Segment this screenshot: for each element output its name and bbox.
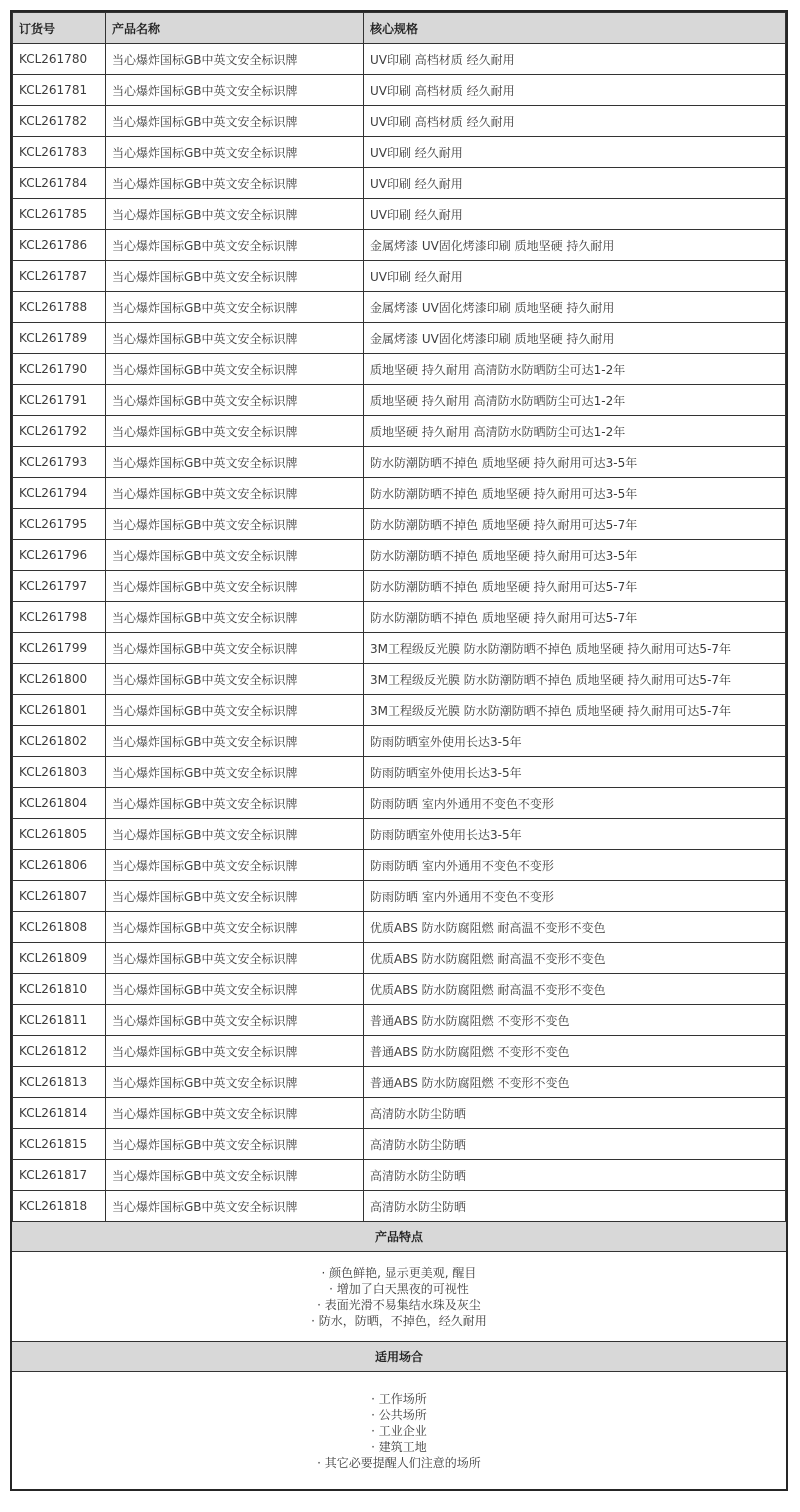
core-spec-cell: 优质ABS 防水防腐阻燃 耐高温不变形不变色 (364, 943, 786, 974)
order-no-cell: KCL261785 (13, 199, 106, 230)
order-no-cell: KCL261799 (13, 633, 106, 664)
core-spec-cell: 防水防潮防晒不掉色 质地坚硬 持久耐用可达5-7年 (364, 509, 786, 540)
order-no-cell: KCL261783 (13, 137, 106, 168)
core-spec-cell: 防雨防晒 室内外通用不变色不变形 (364, 850, 786, 881)
product-name-cell: 当心爆炸国标GB中英文安全标识牌 (106, 943, 364, 974)
core-spec-cell: 防雨防晒 室内外通用不变色不变形 (364, 881, 786, 912)
core-spec-cell: 防水防潮防晒不掉色 质地坚硬 持久耐用可达3-5年 (364, 447, 786, 478)
product-name-cell: 当心爆炸国标GB中英文安全标识牌 (106, 602, 364, 633)
core-spec-cell: 金属烤漆 UV固化烤漆印刷 质地坚硬 持久耐用 (364, 230, 786, 261)
core-spec-cell: 普通ABS 防水防腐阻燃 不变形不变色 (364, 1005, 786, 1036)
product-name-cell: 当心爆炸国标GB中英文安全标识牌 (106, 664, 364, 695)
table-row (13, 757, 786, 788)
product-name-cell: 当心爆炸国标GB中英文安全标识牌 (106, 509, 364, 540)
order-no-cell: KCL261782 (13, 106, 106, 137)
features-section-header (12, 1222, 786, 1252)
product-name-cell: 当心爆炸国标GB中英文安全标识牌 (106, 261, 364, 292)
product-name-cell: 当心爆炸国标GB中英文安全标识牌 (106, 75, 364, 106)
table-header-row (13, 13, 786, 44)
product-name-cell: 当心爆炸国标GB中英文安全标识牌 (106, 1191, 364, 1222)
product-name-cell: 当心爆炸国标GB中英文安全标识牌 (106, 44, 364, 75)
product-name-cell: 当心爆炸国标GB中英文安全标识牌 (106, 726, 364, 757)
product-name-cell: 当心爆炸国标GB中英文安全标识牌 (106, 447, 364, 478)
order-no-cell: KCL261811 (13, 1005, 106, 1036)
table-row (13, 602, 786, 633)
core-spec-cell: 优质ABS 防水防腐阻燃 耐高温不变形不变色 (364, 912, 786, 943)
order-no-cell: KCL261807 (13, 881, 106, 912)
core-spec-cell: 防水防潮防晒不掉色 质地坚硬 持久耐用可达5-7年 (364, 571, 786, 602)
order-no-cell: KCL261817 (13, 1160, 106, 1191)
table-row (13, 1129, 786, 1160)
order-no-cell: KCL261790 (13, 354, 106, 385)
order-no-cell: KCL261788 (13, 292, 106, 323)
product-name-cell: 当心爆炸国标GB中英文安全标识牌 (106, 1160, 364, 1191)
table-row (13, 323, 786, 354)
core-spec-cell: UV印刷 经久耐用 (364, 261, 786, 292)
table-row (13, 633, 786, 664)
order-no-cell: KCL261784 (13, 168, 106, 199)
product-table (12, 12, 786, 1222)
order-no-cell: KCL261780 (13, 44, 106, 75)
order-no-cell: KCL261794 (13, 478, 106, 509)
bullet-item: · 防水，防晒，不掉色，经久耐用 (311, 1313, 487, 1328)
order-no-cell: KCL261804 (13, 788, 106, 819)
core-spec-cell: 3M工程级反光膜 防水防潮防晒不掉色 质地坚硬 持久耐用可达5-7年 (364, 695, 786, 726)
order-no-cell: KCL261791 (13, 385, 106, 416)
core-spec-cell: 高清防水防尘防晒 (364, 1129, 786, 1160)
table-row (13, 695, 786, 726)
table-row (13, 726, 786, 757)
product-name-cell: 当心爆炸国标GB中英文安全标识牌 (106, 974, 364, 1005)
product-spec-document (10, 10, 788, 1491)
table-row (13, 354, 786, 385)
occasions-section-header (12, 1341, 786, 1372)
bullet-item: · 工业企业 (371, 1423, 427, 1438)
bullet-item: · 工作场所 (371, 1391, 427, 1406)
table-row (13, 509, 786, 540)
table-row (13, 478, 786, 509)
product-name-cell: 当心爆炸国标GB中英文安全标识牌 (106, 385, 364, 416)
table-row (13, 137, 786, 168)
features-list (12, 1252, 786, 1341)
order-no-cell: KCL261809 (13, 943, 106, 974)
product-name-cell: 当心爆炸国标GB中英文安全标识牌 (106, 1005, 364, 1036)
table-row (13, 1005, 786, 1036)
product-name-cell: 当心爆炸国标GB中英文安全标识牌 (106, 540, 364, 571)
product-name-cell: 当心爆炸国标GB中英文安全标识牌 (106, 881, 364, 912)
table-row (13, 385, 786, 416)
product-name-cell: 当心爆炸国标GB中英文安全标识牌 (106, 137, 364, 168)
core-spec-cell: 3M工程级反光膜 防水防潮防晒不掉色 质地坚硬 持久耐用可达5-7年 (364, 664, 786, 695)
product-name-cell: 当心爆炸国标GB中英文安全标识牌 (106, 912, 364, 943)
table-row (13, 106, 786, 137)
table-row (13, 447, 786, 478)
core-spec-cell: UV印刷 经久耐用 (364, 137, 786, 168)
occasions-list (12, 1372, 786, 1489)
table-row (13, 1191, 786, 1222)
table-row (13, 850, 786, 881)
core-spec-cell: 防雨防晒室外使用长达3-5年 (364, 726, 786, 757)
bullet-item: · 公共场所 (371, 1407, 427, 1422)
order-no-cell: KCL261781 (13, 75, 106, 106)
order-no-cell: KCL261797 (13, 571, 106, 602)
product-name-cell: 当心爆炸国标GB中英文安全标识牌 (106, 168, 364, 199)
order-no-cell: KCL261798 (13, 602, 106, 633)
bullet-item: · 表面光滑不易集结水珠及灰尘 (317, 1297, 481, 1312)
table-row (13, 1067, 786, 1098)
order-no-cell: KCL261802 (13, 726, 106, 757)
order-no-cell: KCL261786 (13, 230, 106, 261)
bullet-item: · 建筑工地 (371, 1439, 427, 1454)
table-row (13, 199, 786, 230)
table-row (13, 912, 786, 943)
order-no-cell: KCL261792 (13, 416, 106, 447)
product-name-cell: 当心爆炸国标GB中英文安全标识牌 (106, 323, 364, 354)
table-row (13, 819, 786, 850)
product-name-cell: 当心爆炸国标GB中英文安全标识牌 (106, 633, 364, 664)
core-spec-cell: 防水防潮防晒不掉色 质地坚硬 持久耐用可达3-5年 (364, 540, 786, 571)
table-row (13, 788, 786, 819)
product-name-cell: 当心爆炸国标GB中英文安全标识牌 (106, 106, 364, 137)
core-spec-cell: 防雨防晒室外使用长达3-5年 (364, 757, 786, 788)
table-row (13, 1036, 786, 1067)
order-no-cell: KCL261787 (13, 261, 106, 292)
order-no-cell: KCL261815 (13, 1129, 106, 1160)
core-spec-cell: 优质ABS 防水防腐阻燃 耐高温不变形不变色 (364, 974, 786, 1005)
product-name-cell: 当心爆炸国标GB中英文安全标识牌 (106, 230, 364, 261)
product-name-cell: 当心爆炸国标GB中英文安全标识牌 (106, 695, 364, 726)
order-no-cell: KCL261789 (13, 323, 106, 354)
bullet-item: · 增加了白天黑夜的可视性 (329, 1281, 469, 1296)
bullet-item: · 其它必要提醒人们注意的场所 (317, 1455, 481, 1470)
features-title: 产品特点 (374, 1230, 423, 1244)
table-body (13, 44, 786, 1222)
core-spec-cell: 防雨防晒 室内外通用不变色不变形 (364, 788, 786, 819)
core-spec-cell: UV印刷 高档材质 经久耐用 (364, 44, 786, 75)
product-name-cell: 当心爆炸国标GB中英文安全标识牌 (106, 571, 364, 602)
core-spec-cell: 金属烤漆 UV固化烤漆印刷 质地坚硬 持久耐用 (364, 292, 786, 323)
occasions-title: 适用场合 (374, 1350, 423, 1364)
core-spec-cell: 质地坚硬 持久耐用 高清防水防晒防尘可达1-2年 (364, 354, 786, 385)
core-spec-cell: 普通ABS 防水防腐阻燃 不变形不变色 (364, 1036, 786, 1067)
core-spec-cell: UV印刷 高档材质 经久耐用 (364, 75, 786, 106)
order-no-cell: KCL261800 (13, 664, 106, 695)
bullet-item: · 颜色鲜艳, 显示更美观, 醒目 (321, 1265, 477, 1280)
column-header-order-no: 订货号 (13, 13, 106, 44)
core-spec-cell: 普通ABS 防水防腐阻燃 不变形不变色 (364, 1067, 786, 1098)
order-no-cell: KCL261813 (13, 1067, 106, 1098)
core-spec-cell: UV印刷 经久耐用 (364, 199, 786, 230)
table-row (13, 974, 786, 1005)
table-row (13, 416, 786, 447)
column-header-product-name: 产品名称 (106, 13, 364, 44)
table-row (13, 943, 786, 974)
table-row (13, 571, 786, 602)
product-name-cell: 当心爆炸国标GB中英文安全标识牌 (106, 1129, 364, 1160)
product-name-cell: 当心爆炸国标GB中英文安全标识牌 (106, 1036, 364, 1067)
product-name-cell: 当心爆炸国标GB中英文安全标识牌 (106, 757, 364, 788)
order-no-cell: KCL261806 (13, 850, 106, 881)
table-row (13, 1160, 786, 1191)
order-no-cell: KCL261818 (13, 1191, 106, 1222)
table-row (13, 44, 786, 75)
table-row (13, 1098, 786, 1129)
product-name-cell: 当心爆炸国标GB中英文安全标识牌 (106, 478, 364, 509)
core-spec-cell: 高清防水防尘防晒 (364, 1098, 786, 1129)
core-spec-cell: 高清防水防尘防晒 (364, 1191, 786, 1222)
order-no-cell: KCL261803 (13, 757, 106, 788)
product-name-cell: 当心爆炸国标GB中英文安全标识牌 (106, 819, 364, 850)
product-name-cell: 当心爆炸国标GB中英文安全标识牌 (106, 416, 364, 447)
core-spec-cell: 防水防潮防晒不掉色 质地坚硬 持久耐用可达3-5年 (364, 478, 786, 509)
core-spec-cell: 质地坚硬 持久耐用 高清防水防晒防尘可达1-2年 (364, 416, 786, 447)
core-spec-cell: 防水防潮防晒不掉色 质地坚硬 持久耐用可达5-7年 (364, 602, 786, 633)
core-spec-cell: 金属烤漆 UV固化烤漆印刷 质地坚硬 持久耐用 (364, 323, 786, 354)
order-no-cell: KCL261801 (13, 695, 106, 726)
order-no-cell: KCL261808 (13, 912, 106, 943)
table-row (13, 664, 786, 695)
order-no-cell: KCL261810 (13, 974, 106, 1005)
order-no-cell: KCL261796 (13, 540, 106, 571)
core-spec-cell: 3M工程级反光膜 防水防潮防晒不掉色 质地坚硬 持久耐用可达5-7年 (364, 633, 786, 664)
product-name-cell: 当心爆炸国标GB中英文安全标识牌 (106, 354, 364, 385)
core-spec-cell: 高清防水防尘防晒 (364, 1160, 786, 1191)
table-row (13, 881, 786, 912)
core-spec-cell: 质地坚硬 持久耐用 高清防水防晒防尘可达1-2年 (364, 385, 786, 416)
order-no-cell: KCL261812 (13, 1036, 106, 1067)
order-no-cell: KCL261814 (13, 1098, 106, 1129)
order-no-cell: KCL261793 (13, 447, 106, 478)
product-name-cell: 当心爆炸国标GB中英文安全标识牌 (106, 1067, 364, 1098)
core-spec-cell: 防雨防晒室外使用长达3-5年 (364, 819, 786, 850)
table-row (13, 75, 786, 106)
product-name-cell: 当心爆炸国标GB中英文安全标识牌 (106, 1098, 364, 1129)
core-spec-cell: UV印刷 经久耐用 (364, 168, 786, 199)
product-name-cell: 当心爆炸国标GB中英文安全标识牌 (106, 788, 364, 819)
order-no-cell: KCL261805 (13, 819, 106, 850)
product-name-cell: 当心爆炸国标GB中英文安全标识牌 (106, 850, 364, 881)
core-spec-cell: UV印刷 高档材质 经久耐用 (364, 106, 786, 137)
table-row (13, 261, 786, 292)
table-row (13, 540, 786, 571)
order-no-cell: KCL261795 (13, 509, 106, 540)
table-row (13, 168, 786, 199)
column-header-core-spec: 核心规格 (364, 13, 786, 44)
product-name-cell: 当心爆炸国标GB中英文安全标识牌 (106, 199, 364, 230)
table-row (13, 230, 786, 261)
product-name-cell: 当心爆炸国标GB中英文安全标识牌 (106, 292, 364, 323)
table-row (13, 292, 786, 323)
